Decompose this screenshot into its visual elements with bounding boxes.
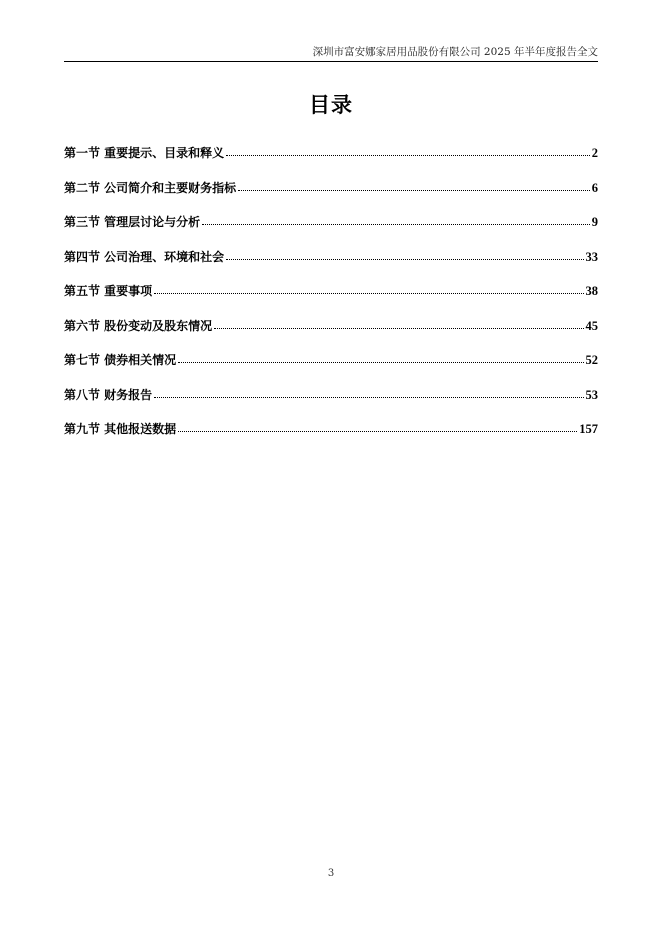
- header-company-title: 深圳市富安娜家居用品股份有限公司 2025 年半年度报告全文: [312, 46, 598, 58]
- toc-entry-page: 53: [585, 387, 598, 402]
- toc-dot-leader: [238, 189, 590, 191]
- toc-entry-label: 第四节 公司治理、环境和社会: [64, 249, 225, 264]
- toc-dot-leader: [178, 430, 577, 432]
- toc-entry-page: 52: [585, 353, 598, 367]
- toc-entry-section-7[interactable]: [64, 352, 598, 387]
- toc-entry-section-5[interactable]: [64, 283, 598, 318]
- toc-entry-page: 2: [591, 146, 598, 160]
- toc-entry-page: 33: [585, 249, 598, 264]
- toc-entry-label: 第八节 财务报告: [64, 387, 153, 402]
- page-header: [64, 44, 598, 62]
- toc-entry-section-9[interactable]: [64, 421, 598, 456]
- table-of-contents: [64, 145, 598, 456]
- toc-entry-section-6[interactable]: [64, 318, 598, 353]
- toc-entry-section-2[interactable]: [64, 180, 598, 215]
- toc-entry-label: 第二节 公司简介和主要财务指标: [64, 180, 237, 195]
- toc-dot-leader: [214, 327, 583, 329]
- toc-entry-section-3[interactable]: [64, 214, 598, 249]
- toc-entry-section-8[interactable]: [64, 387, 598, 422]
- toc-entry-section-4[interactable]: [64, 249, 598, 284]
- toc-dot-leader: [154, 292, 583, 294]
- toc-entry-section-1[interactable]: [64, 145, 598, 180]
- toc-entry-page: 6: [591, 180, 598, 195]
- toc-dot-leader: [226, 154, 590, 156]
- page-title: 目录: [309, 93, 353, 117]
- toc-entry-page: 38: [585, 284, 598, 298]
- toc-entry-page: 9: [591, 215, 598, 229]
- toc-entry-label: 第九节 其他报送数据: [64, 422, 177, 436]
- toc-dot-leader: [226, 258, 583, 260]
- toc-dot-leader: [154, 396, 583, 398]
- toc-entry-page: 45: [585, 318, 598, 333]
- page-number: 3: [327, 868, 335, 879]
- toc-entry-label: 第七节 债券相关情况: [64, 353, 177, 367]
- toc-entry-page: 157: [579, 422, 598, 436]
- toc-entry-label: 第六节 股份变动及股东情况: [64, 318, 213, 333]
- toc-dot-leader: [202, 223, 590, 225]
- toc-entry-label: 第一节 重要提示、目录和释义: [64, 146, 225, 160]
- toc-entry-label: 第五节 重要事项: [64, 284, 153, 298]
- toc-entry-label: 第三节 管理层讨论与分析: [64, 215, 201, 229]
- toc-dot-leader: [178, 361, 583, 363]
